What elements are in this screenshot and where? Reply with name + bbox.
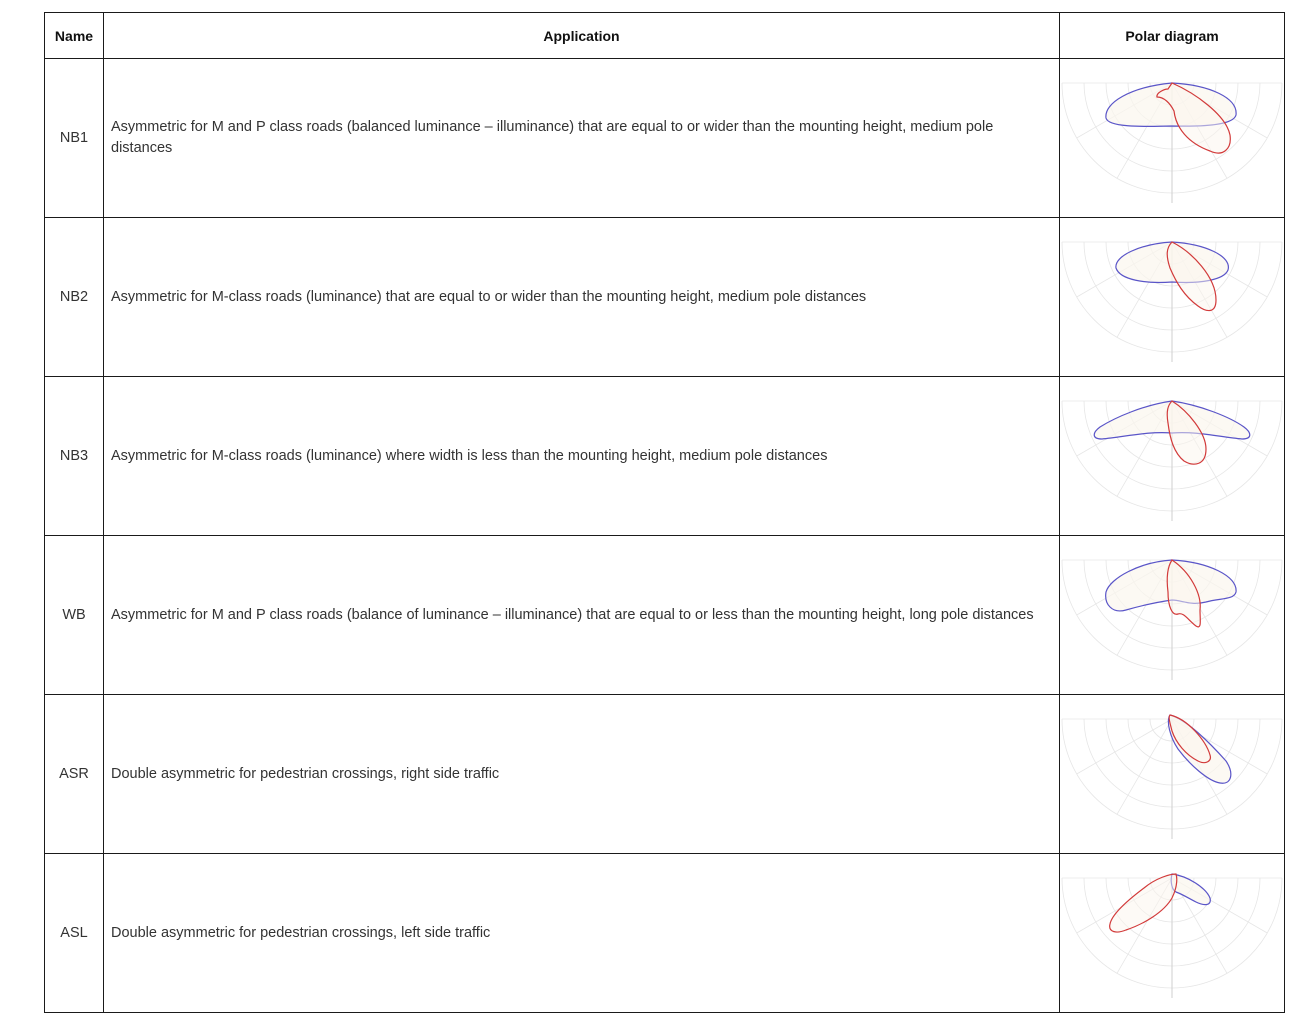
table-row bbox=[45, 377, 1285, 536]
row-name: WB bbox=[45, 536, 104, 695]
table-row bbox=[45, 695, 1285, 854]
row-name: NB1 bbox=[45, 59, 104, 218]
polar-diagram-image bbox=[1060, 222, 1285, 372]
polar-diagram-cell bbox=[1060, 59, 1285, 218]
polar-diagram-cell bbox=[1060, 854, 1285, 1013]
row-application: Asymmetric for M and P class roads (balanced luminance – illuminance) that are equal to or wider than the mounting height, medium pole distances bbox=[104, 59, 1060, 218]
row-name: ASR bbox=[45, 695, 104, 854]
polar-diagram-cell bbox=[1060, 695, 1285, 854]
polar-diagram-cell bbox=[1060, 536, 1285, 695]
grid-spoke bbox=[1117, 719, 1172, 814]
polar-diagram-image bbox=[1060, 63, 1285, 213]
row-application: Asymmetric for M-class roads (luminance) where width is less than the mounting height, medium pole distances bbox=[104, 377, 1060, 536]
row-application: Double asymmetric for pedestrian crossings, right side traffic bbox=[104, 695, 1060, 854]
polar-diagram-image bbox=[1060, 540, 1285, 690]
polar-diagram-cell bbox=[1060, 377, 1285, 536]
header-row bbox=[45, 13, 1285, 59]
row-application: Asymmetric for M-class roads (luminance) that are equal to or wider than the mounting height, medium pole distances bbox=[104, 218, 1060, 377]
row-name: NB3 bbox=[45, 377, 104, 536]
header-polar-diagram: Polar diagram bbox=[1060, 13, 1285, 59]
polar-diagram-cell bbox=[1060, 218, 1285, 377]
optics-table bbox=[44, 12, 1285, 1013]
row-application: Double asymmetric for pedestrian crossings, left side traffic bbox=[104, 854, 1060, 1013]
table-row bbox=[45, 854, 1285, 1013]
row-name: NB2 bbox=[45, 218, 104, 377]
header-application: Application bbox=[104, 13, 1060, 59]
polar-diagram-image bbox=[1060, 381, 1285, 531]
red-distribution-curve bbox=[1110, 874, 1177, 932]
header-name: Name bbox=[45, 13, 104, 59]
grid-spoke bbox=[1077, 719, 1172, 774]
row-application: Asymmetric for M and P class roads (balance of luminance – illuminance) that are equal to or less than the mounting height, long pole distances bbox=[104, 536, 1060, 695]
polar-diagram-image bbox=[1060, 858, 1285, 1008]
row-name: ASL bbox=[45, 854, 104, 1013]
polar-diagram-image bbox=[1060, 699, 1285, 849]
table-row bbox=[45, 59, 1285, 218]
table-row bbox=[45, 218, 1285, 377]
table-row bbox=[45, 536, 1285, 695]
